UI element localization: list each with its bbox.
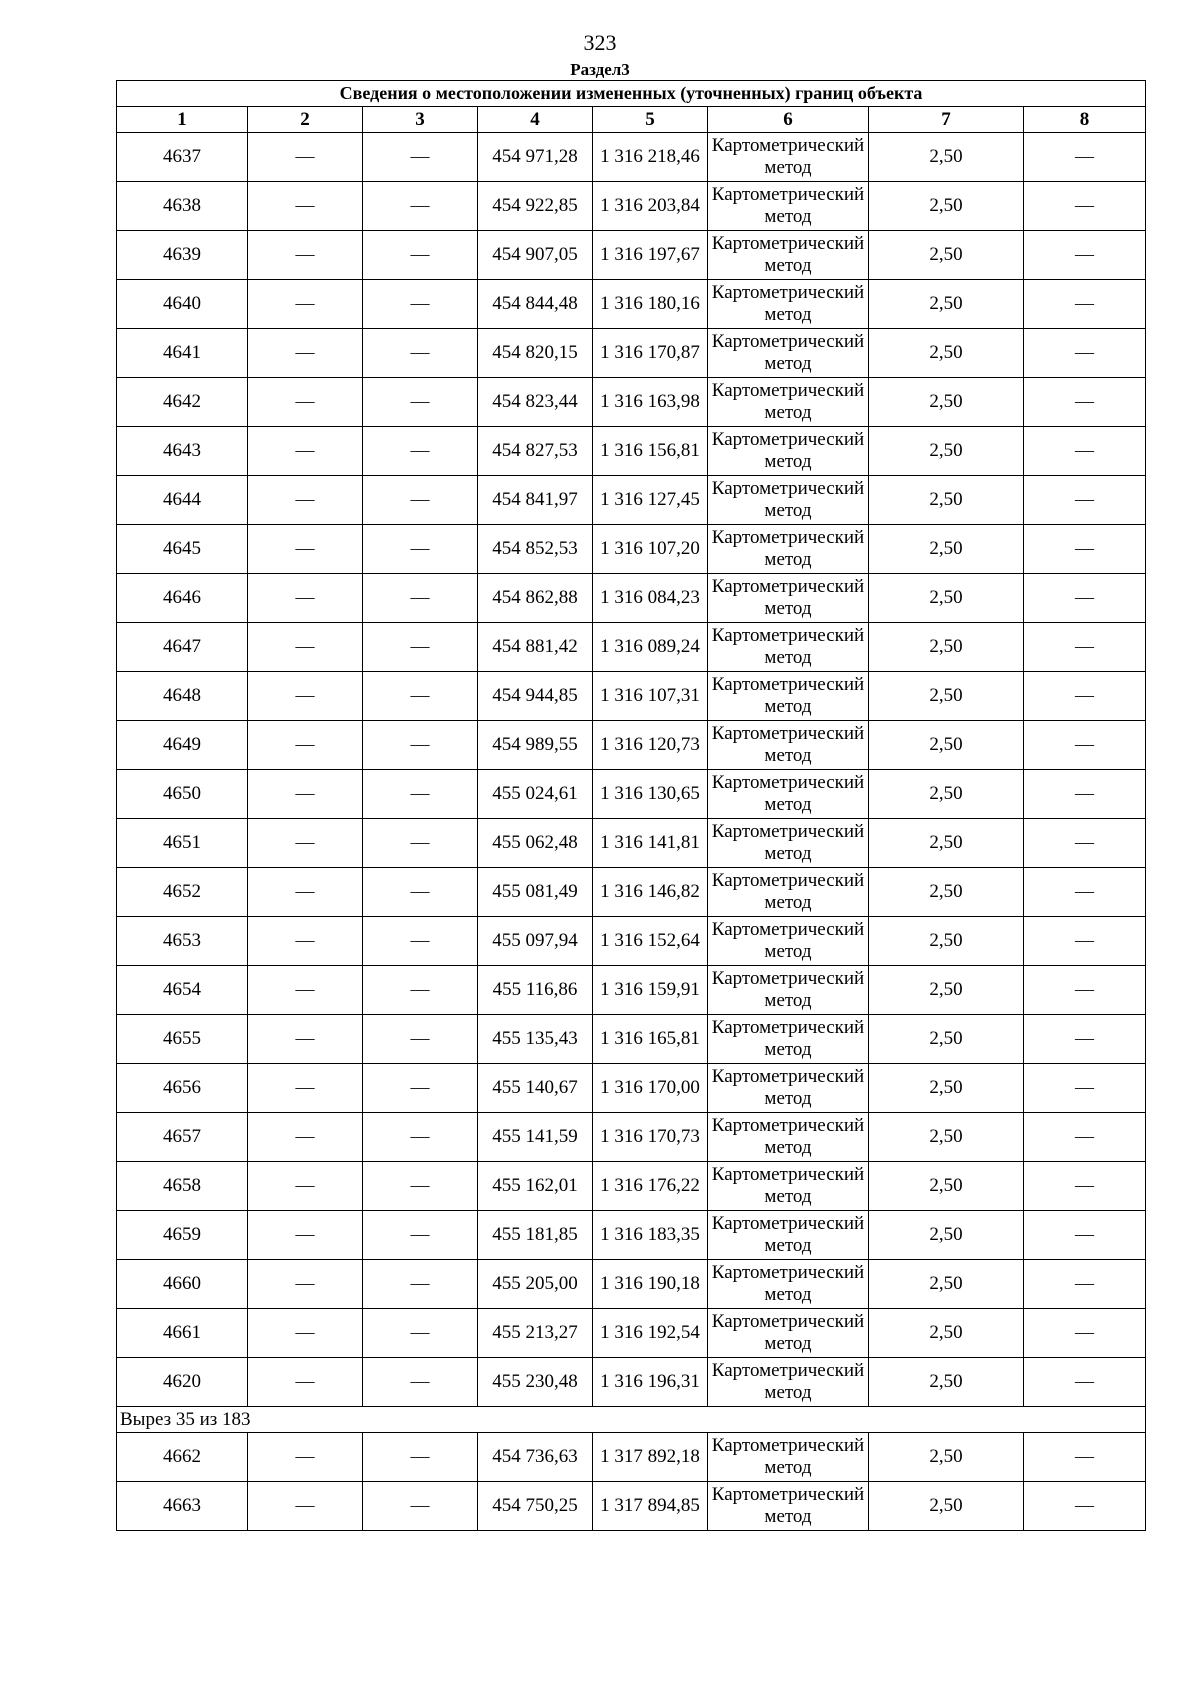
precision-cell: 2,50 bbox=[869, 623, 1024, 672]
x-coordinate-cell: 454 823,44 bbox=[478, 378, 593, 427]
dash-cell: — bbox=[363, 819, 478, 868]
x-coordinate-cell: 455 213,27 bbox=[478, 1309, 593, 1358]
page-number: 323 bbox=[583, 30, 617, 55]
dash-cell: — bbox=[363, 231, 478, 280]
x-coordinate-cell: 455 162,01 bbox=[478, 1162, 593, 1211]
table-row bbox=[117, 329, 1146, 378]
dash-cell: — bbox=[363, 1113, 478, 1162]
y-coordinate-cell: 1 316 197,67 bbox=[593, 231, 708, 280]
dash-cell: — bbox=[248, 721, 363, 770]
method-cell: Картометрический метод bbox=[708, 133, 869, 182]
precision-cell: 2,50 bbox=[869, 1433, 1024, 1482]
table-row bbox=[117, 378, 1146, 427]
dash-cell: — bbox=[363, 427, 478, 476]
x-coordinate-cell: 454 827,53 bbox=[478, 427, 593, 476]
dash-cell: — bbox=[363, 1162, 478, 1211]
dash-cell: — bbox=[363, 525, 478, 574]
y-coordinate-cell: 1 316 183,35 bbox=[593, 1211, 708, 1260]
dash-cell: — bbox=[248, 672, 363, 721]
point-number-cell: 4655 bbox=[117, 1015, 248, 1064]
table-row bbox=[117, 623, 1146, 672]
table-row bbox=[117, 574, 1146, 623]
dash-cell: — bbox=[248, 378, 363, 427]
y-coordinate-cell: 1 316 156,81 bbox=[593, 427, 708, 476]
dash-cell: — bbox=[363, 672, 478, 721]
dash-cell: — bbox=[1024, 133, 1146, 182]
table-row bbox=[117, 1358, 1146, 1407]
dash-cell: — bbox=[363, 1260, 478, 1309]
dash-cell: — bbox=[248, 1309, 363, 1358]
y-coordinate-cell: 1 316 192,54 bbox=[593, 1309, 708, 1358]
method-cell: Картометрический метод bbox=[708, 182, 869, 231]
y-coordinate-cell: 1 316 170,73 bbox=[593, 1113, 708, 1162]
table-row bbox=[117, 1211, 1146, 1260]
table-row bbox=[117, 133, 1146, 182]
table-row bbox=[117, 1162, 1146, 1211]
method-cell: Картометрический метод bbox=[708, 770, 869, 819]
column-header: 6 bbox=[708, 107, 869, 133]
table-row bbox=[117, 525, 1146, 574]
dash-cell: — bbox=[248, 1433, 363, 1482]
method-cell: Картометрический метод bbox=[708, 1260, 869, 1309]
dash-cell: — bbox=[1024, 770, 1146, 819]
method-cell: Картометрический метод bbox=[708, 476, 869, 525]
x-coordinate-cell: 455 081,49 bbox=[478, 868, 593, 917]
table-row bbox=[117, 672, 1146, 721]
dash-cell: — bbox=[248, 476, 363, 525]
dash-cell: — bbox=[363, 868, 478, 917]
y-coordinate-cell: 1 316 127,45 bbox=[593, 476, 708, 525]
dash-cell: — bbox=[363, 1433, 478, 1482]
section-title: Раздел3 bbox=[570, 60, 630, 79]
dash-cell: — bbox=[363, 917, 478, 966]
x-coordinate-cell: 454 862,88 bbox=[478, 574, 593, 623]
method-cell: Картометрический метод bbox=[708, 231, 869, 280]
table-row bbox=[117, 819, 1146, 868]
table-caption-row bbox=[117, 81, 1146, 107]
precision-cell: 2,50 bbox=[869, 1260, 1024, 1309]
method-cell: Картометрический метод bbox=[708, 721, 869, 770]
point-number-cell: 4660 bbox=[117, 1260, 248, 1309]
x-coordinate-cell: 454 944,85 bbox=[478, 672, 593, 721]
x-coordinate-cell: 455 135,43 bbox=[478, 1015, 593, 1064]
x-coordinate-cell: 454 844,48 bbox=[478, 280, 593, 329]
point-number-cell: 4656 bbox=[117, 1064, 248, 1113]
precision-cell: 2,50 bbox=[869, 1309, 1024, 1358]
x-coordinate-cell: 454 852,53 bbox=[478, 525, 593, 574]
point-number-cell: 4657 bbox=[117, 1113, 248, 1162]
table-row bbox=[117, 770, 1146, 819]
point-number-cell: 4650 bbox=[117, 770, 248, 819]
dash-cell: — bbox=[248, 1113, 363, 1162]
y-coordinate-cell: 1 316 165,81 bbox=[593, 1015, 708, 1064]
x-coordinate-cell: 455 140,67 bbox=[478, 1064, 593, 1113]
x-coordinate-cell: 455 205,00 bbox=[478, 1260, 593, 1309]
y-coordinate-cell: 1 316 107,31 bbox=[593, 672, 708, 721]
dash-cell: — bbox=[248, 1358, 363, 1407]
x-coordinate-cell: 454 989,55 bbox=[478, 721, 593, 770]
dash-cell: — bbox=[1024, 427, 1146, 476]
dash-cell: — bbox=[1024, 672, 1146, 721]
precision-cell: 2,50 bbox=[869, 1162, 1024, 1211]
y-coordinate-cell: 1 316 120,73 bbox=[593, 721, 708, 770]
dash-cell: — bbox=[1024, 1433, 1146, 1482]
dash-cell: — bbox=[363, 623, 478, 672]
method-cell: Картометрический метод bbox=[708, 1064, 869, 1113]
dash-cell: — bbox=[1024, 819, 1146, 868]
table-row bbox=[117, 1309, 1146, 1358]
y-coordinate-cell: 1 316 203,84 bbox=[593, 182, 708, 231]
method-cell: Картометрический метод bbox=[708, 623, 869, 672]
precision-cell: 2,50 bbox=[869, 133, 1024, 182]
point-number-cell: 4663 bbox=[117, 1482, 248, 1531]
y-coordinate-cell: 1 316 170,00 bbox=[593, 1064, 708, 1113]
dash-cell: — bbox=[248, 1162, 363, 1211]
point-number-cell: 4658 bbox=[117, 1162, 248, 1211]
precision-cell: 2,50 bbox=[869, 182, 1024, 231]
dash-cell: — bbox=[248, 917, 363, 966]
dash-cell: — bbox=[248, 427, 363, 476]
precision-cell: 2,50 bbox=[869, 525, 1024, 574]
dash-cell: — bbox=[248, 770, 363, 819]
precision-cell: 2,50 bbox=[869, 329, 1024, 378]
method-cell: Картометрический метод bbox=[708, 1309, 869, 1358]
point-number-cell: 4620 bbox=[117, 1358, 248, 1407]
precision-cell: 2,50 bbox=[869, 721, 1024, 770]
point-number-cell: 4647 bbox=[117, 623, 248, 672]
dash-cell: — bbox=[248, 623, 363, 672]
precision-cell: 2,50 bbox=[869, 1482, 1024, 1531]
dash-cell: — bbox=[1024, 1482, 1146, 1531]
x-coordinate-cell: 455 181,85 bbox=[478, 1211, 593, 1260]
method-cell: Картометрический метод bbox=[708, 917, 869, 966]
dash-cell: — bbox=[363, 280, 478, 329]
cutout-note: Вырез 35 из 183 bbox=[117, 1407, 1146, 1433]
dash-cell: — bbox=[1024, 966, 1146, 1015]
x-coordinate-cell: 455 230,48 bbox=[478, 1358, 593, 1407]
precision-cell: 2,50 bbox=[869, 672, 1024, 721]
table-row bbox=[117, 721, 1146, 770]
x-coordinate-cell: 454 907,05 bbox=[478, 231, 593, 280]
column-header: 2 bbox=[248, 107, 363, 133]
column-header: 8 bbox=[1024, 107, 1146, 133]
x-coordinate-cell: 455 062,48 bbox=[478, 819, 593, 868]
precision-cell: 2,50 bbox=[869, 1113, 1024, 1162]
dash-cell: — bbox=[363, 1015, 478, 1064]
dash-cell: — bbox=[248, 1482, 363, 1531]
x-coordinate-cell: 455 024,61 bbox=[478, 770, 593, 819]
precision-cell: 2,50 bbox=[869, 1015, 1024, 1064]
method-cell: Картометрический метод bbox=[708, 672, 869, 721]
point-number-cell: 4642 bbox=[117, 378, 248, 427]
point-number-cell: 4641 bbox=[117, 329, 248, 378]
point-number-cell: 4659 bbox=[117, 1211, 248, 1260]
precision-cell: 2,50 bbox=[869, 1211, 1024, 1260]
column-header: 5 bbox=[593, 107, 708, 133]
table-caption: Сведения о местоположении измененных (уточненных) границ объекта bbox=[117, 81, 1146, 107]
point-number-cell: 4662 bbox=[117, 1433, 248, 1482]
point-number-cell: 4639 bbox=[117, 231, 248, 280]
dash-cell: — bbox=[1024, 1260, 1146, 1309]
precision-cell: 2,50 bbox=[869, 917, 1024, 966]
x-coordinate-cell: 454 736,63 bbox=[478, 1433, 593, 1482]
y-coordinate-cell: 1 316 170,87 bbox=[593, 329, 708, 378]
method-cell: Картометрический метод bbox=[708, 329, 869, 378]
y-coordinate-cell: 1 317 894,85 bbox=[593, 1482, 708, 1531]
dash-cell: — bbox=[363, 1211, 478, 1260]
table-row bbox=[117, 280, 1146, 329]
dash-cell: — bbox=[363, 574, 478, 623]
point-number-cell: 4649 bbox=[117, 721, 248, 770]
column-header: 1 bbox=[117, 107, 248, 133]
dash-cell: — bbox=[248, 574, 363, 623]
table-row bbox=[117, 1064, 1146, 1113]
dash-cell: — bbox=[248, 182, 363, 231]
point-number-cell: 4644 bbox=[117, 476, 248, 525]
dash-cell: — bbox=[248, 1015, 363, 1064]
method-cell: Картометрический метод bbox=[708, 1162, 869, 1211]
x-coordinate-cell: 454 841,97 bbox=[478, 476, 593, 525]
dash-cell: — bbox=[248, 133, 363, 182]
x-coordinate-cell: 455 141,59 bbox=[478, 1113, 593, 1162]
dash-cell: — bbox=[248, 819, 363, 868]
dash-cell: — bbox=[248, 231, 363, 280]
dash-cell: — bbox=[1024, 1211, 1146, 1260]
dash-cell: — bbox=[1024, 1015, 1146, 1064]
point-number-cell: 4643 bbox=[117, 427, 248, 476]
table-row bbox=[117, 1015, 1146, 1064]
point-number-cell: 4645 bbox=[117, 525, 248, 574]
dash-cell: — bbox=[1024, 1358, 1146, 1407]
dash-cell: — bbox=[1024, 525, 1146, 574]
x-coordinate-cell: 455 116,86 bbox=[478, 966, 593, 1015]
table-row bbox=[117, 868, 1146, 917]
table-row bbox=[117, 966, 1146, 1015]
dash-cell: — bbox=[363, 182, 478, 231]
dash-cell: — bbox=[363, 378, 478, 427]
point-number-cell: 4640 bbox=[117, 280, 248, 329]
dash-cell: — bbox=[1024, 280, 1146, 329]
dash-cell: — bbox=[363, 966, 478, 1015]
table-row bbox=[117, 1113, 1146, 1162]
precision-cell: 2,50 bbox=[869, 966, 1024, 1015]
method-cell: Картометрический метод bbox=[708, 1015, 869, 1064]
y-coordinate-cell: 1 316 180,16 bbox=[593, 280, 708, 329]
dash-cell: — bbox=[363, 1358, 478, 1407]
method-cell: Картометрический метод bbox=[708, 427, 869, 476]
dash-cell: — bbox=[248, 868, 363, 917]
table-row bbox=[117, 1433, 1146, 1482]
table-row bbox=[117, 476, 1146, 525]
dash-cell: — bbox=[1024, 721, 1146, 770]
method-cell: Картометрический метод bbox=[708, 378, 869, 427]
dash-cell: — bbox=[363, 133, 478, 182]
method-cell: Картометрический метод bbox=[708, 574, 869, 623]
dash-cell: — bbox=[248, 525, 363, 574]
table-row bbox=[117, 1260, 1146, 1309]
precision-cell: 2,50 bbox=[869, 280, 1024, 329]
dash-cell: — bbox=[1024, 1309, 1146, 1358]
column-header: 4 bbox=[478, 107, 593, 133]
method-cell: Картометрический метод bbox=[708, 1211, 869, 1260]
dash-cell: — bbox=[1024, 231, 1146, 280]
y-coordinate-cell: 1 316 176,22 bbox=[593, 1162, 708, 1211]
dash-cell: — bbox=[1024, 574, 1146, 623]
point-number-cell: 4651 bbox=[117, 819, 248, 868]
dash-cell: — bbox=[363, 1064, 478, 1113]
y-coordinate-cell: 1 316 159,91 bbox=[593, 966, 708, 1015]
dash-cell: — bbox=[248, 1211, 363, 1260]
precision-cell: 2,50 bbox=[869, 1358, 1024, 1407]
method-cell: Картометрический метод bbox=[708, 819, 869, 868]
y-coordinate-cell: 1 316 130,65 bbox=[593, 770, 708, 819]
precision-cell: 2,50 bbox=[869, 231, 1024, 280]
dash-cell: — bbox=[1024, 378, 1146, 427]
dash-cell: — bbox=[1024, 917, 1146, 966]
precision-cell: 2,50 bbox=[869, 770, 1024, 819]
table-body bbox=[117, 81, 1146, 1531]
method-cell: Картометрический метод bbox=[708, 1433, 869, 1482]
method-cell: Картометрический метод bbox=[708, 966, 869, 1015]
dash-cell: — bbox=[248, 1260, 363, 1309]
x-coordinate-cell: 454 750,25 bbox=[478, 1482, 593, 1531]
table-row bbox=[117, 427, 1146, 476]
point-number-cell: 4637 bbox=[117, 133, 248, 182]
x-coordinate-cell: 454 922,85 bbox=[478, 182, 593, 231]
point-number-cell: 4646 bbox=[117, 574, 248, 623]
method-cell: Картометрический метод bbox=[708, 1358, 869, 1407]
dash-cell: — bbox=[363, 1482, 478, 1531]
precision-cell: 2,50 bbox=[869, 378, 1024, 427]
method-cell: Картометрический метод bbox=[708, 1482, 869, 1531]
x-coordinate-cell: 454 881,42 bbox=[478, 623, 593, 672]
dash-cell: — bbox=[248, 966, 363, 1015]
method-cell: Картометрический метод bbox=[708, 1113, 869, 1162]
point-number-cell: 4638 bbox=[117, 182, 248, 231]
cutout-note-row bbox=[117, 1407, 1146, 1433]
precision-cell: 2,50 bbox=[869, 476, 1024, 525]
method-cell: Картометрический метод bbox=[708, 280, 869, 329]
dash-cell: — bbox=[248, 280, 363, 329]
dash-cell: — bbox=[1024, 868, 1146, 917]
y-coordinate-cell: 1 316 152,64 bbox=[593, 917, 708, 966]
point-number-cell: 4652 bbox=[117, 868, 248, 917]
point-number-cell: 4648 bbox=[117, 672, 248, 721]
y-coordinate-cell: 1 316 089,24 bbox=[593, 623, 708, 672]
point-number-cell: 4654 bbox=[117, 966, 248, 1015]
table-row bbox=[117, 182, 1146, 231]
precision-cell: 2,50 bbox=[869, 819, 1024, 868]
point-number-cell: 4653 bbox=[117, 917, 248, 966]
y-coordinate-cell: 1 316 146,82 bbox=[593, 868, 708, 917]
precision-cell: 2,50 bbox=[869, 427, 1024, 476]
table-row bbox=[117, 1482, 1146, 1531]
column-header: 3 bbox=[363, 107, 478, 133]
y-coordinate-cell: 1 317 892,18 bbox=[593, 1433, 708, 1482]
dash-cell: — bbox=[1024, 1113, 1146, 1162]
column-header: 7 bbox=[869, 107, 1024, 133]
x-coordinate-cell: 454 820,15 bbox=[478, 329, 593, 378]
dash-cell: — bbox=[1024, 1162, 1146, 1211]
dash-cell: — bbox=[1024, 329, 1146, 378]
dash-cell: — bbox=[1024, 1064, 1146, 1113]
y-coordinate-cell: 1 316 107,20 bbox=[593, 525, 708, 574]
table-row bbox=[117, 231, 1146, 280]
table-row bbox=[117, 917, 1146, 966]
dash-cell: — bbox=[1024, 623, 1146, 672]
coordinates-table bbox=[116, 80, 1146, 1531]
precision-cell: 2,50 bbox=[869, 868, 1024, 917]
y-coordinate-cell: 1 316 084,23 bbox=[593, 574, 708, 623]
point-number-cell: 4661 bbox=[117, 1309, 248, 1358]
x-coordinate-cell: 454 971,28 bbox=[478, 133, 593, 182]
dash-cell: — bbox=[363, 476, 478, 525]
y-coordinate-cell: 1 316 190,18 bbox=[593, 1260, 708, 1309]
y-coordinate-cell: 1 316 141,81 bbox=[593, 819, 708, 868]
y-coordinate-cell: 1 316 163,98 bbox=[593, 378, 708, 427]
dash-cell: — bbox=[248, 1064, 363, 1113]
dash-cell: — bbox=[1024, 182, 1146, 231]
dash-cell: — bbox=[363, 721, 478, 770]
dash-cell: — bbox=[1024, 476, 1146, 525]
method-cell: Картометрический метод bbox=[708, 525, 869, 574]
method-cell: Картометрический метод bbox=[708, 868, 869, 917]
precision-cell: 2,50 bbox=[869, 574, 1024, 623]
dash-cell: — bbox=[363, 770, 478, 819]
y-coordinate-cell: 1 316 196,31 bbox=[593, 1358, 708, 1407]
dash-cell: — bbox=[248, 329, 363, 378]
table-header-row bbox=[117, 107, 1146, 133]
x-coordinate-cell: 455 097,94 bbox=[478, 917, 593, 966]
precision-cell: 2,50 bbox=[869, 1064, 1024, 1113]
y-coordinate-cell: 1 316 218,46 bbox=[593, 133, 708, 182]
dash-cell: — bbox=[363, 1309, 478, 1358]
dash-cell: — bbox=[363, 329, 478, 378]
